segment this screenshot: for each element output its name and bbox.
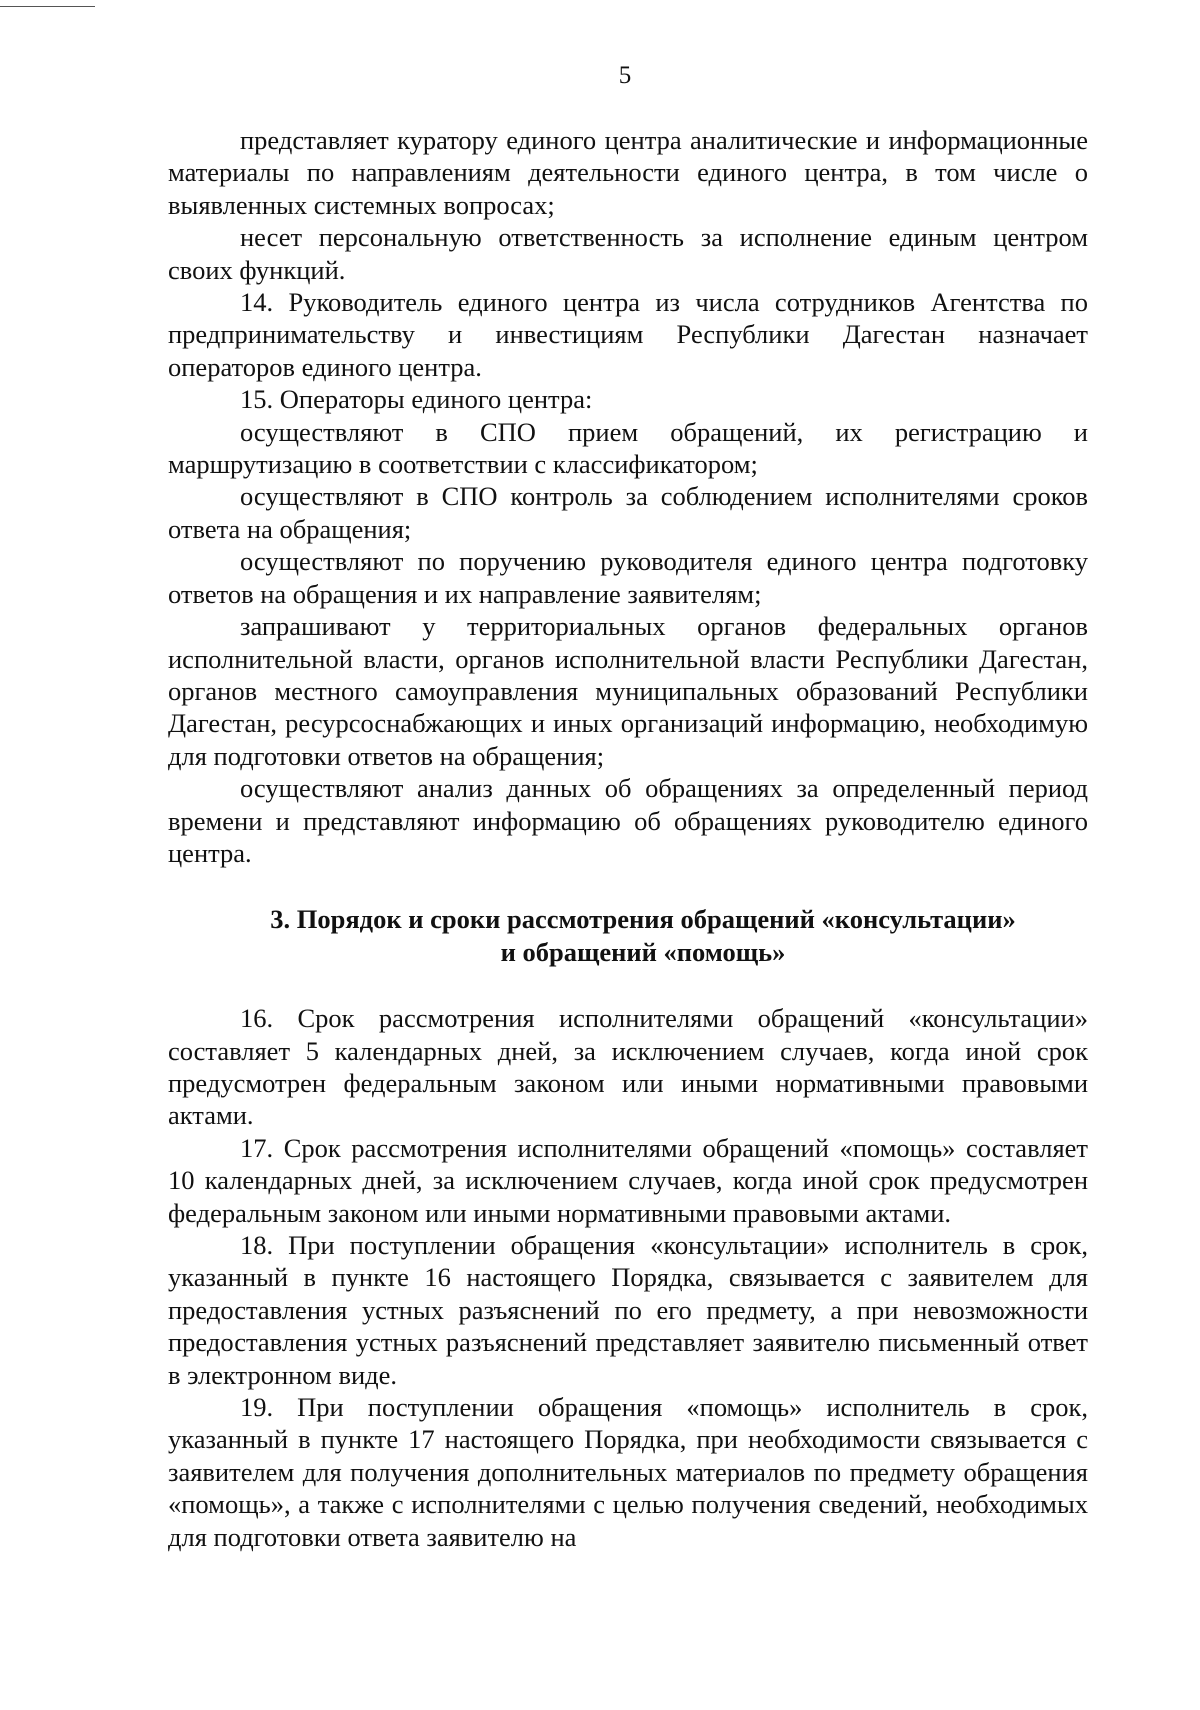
page-number: 5 xyxy=(618,62,632,89)
paragraph: запрашивают у территориальных органов федеральных органов исполнительной власти, органов исполнительной власти Республики Дагестан, органов местного самоуправления муниципальных образований Республики Дагестан, ресурсоснабжающих и иных организаций информацию, необходимую для подготовки ответов на обращения; xyxy=(168,611,1088,771)
section-heading-line: 3. Порядок и сроки рассмотрения обращений «консультации» xyxy=(270,904,1016,935)
paragraph: 15. Операторы единого центра: xyxy=(240,384,593,415)
paragraph: 18. При поступлении обращения «консультации» исполнитель в срок, указанный в пункте 16 настоящего Порядка, связывается с заявителем для предоставления устных разъяснений по его предмету, а при невозможности предоставления устных разъяснений представляет заявителю письменный ответ в электронном виде. xyxy=(168,1230,1088,1390)
paragraph: осуществляют в СПО контроль за соблюдением исполнителями сроков ответа на обращения; xyxy=(168,481,1088,544)
document-body xyxy=(168,124,1088,1553)
section-heading xyxy=(168,903,1088,968)
section-heading-line: и обращений «помощь» xyxy=(500,936,786,967)
paragraph: 14. Руководитель единого центра из числа сотрудников Агентства по предпринимательству и инвестициям Республики Дагестан назначает операторов единого центра. xyxy=(168,287,1088,382)
paragraph: 16. Срок рассмотрения исполнителями обращений «консультации» составляет 5 календарных дней, за исключением случаев, когда иной срок предусмотрен федеральным законом или иными нормативными правовыми актами. xyxy=(168,1003,1088,1131)
paragraph: 19. При поступлении обращения «помощь» исполнитель в срок, указанный в пункте 17 настоящего Порядка, при необходимости связывается с заявителем для получения дополнительных материалов по предмету обращения «помощь», а также с исполнителями с целью получения сведений, необходимых для подготовки ответа заявителю на xyxy=(168,1392,1088,1552)
scan-edge-line xyxy=(0,6,95,7)
paragraph: представляет куратору единого центра аналитические и информационные материалы по направлениям деятельности единого центра, в том числе о выявленных системных вопросах; xyxy=(168,125,1088,220)
paragraph: осуществляют анализ данных об обращениях за определенный период времени и представляют информацию об обращениях руководителю единого центра. xyxy=(168,773,1088,868)
paragraph: осуществляют по поручению руководителя единого центра подготовку ответов на обращения и их направление заявителям; xyxy=(168,546,1088,609)
paragraph: несет персональную ответственность за исполнение единым центром своих функций. xyxy=(168,222,1088,285)
paragraph: осуществляют в СПО прием обращений, их регистрацию и маршрутизацию в соответствии с классификатором; xyxy=(168,416,1088,480)
paragraph: 17. Срок рассмотрения исполнителями обращений «помощь» составляет 10 календарных дней, за исключением случаев, когда иной срок предусмотрен федеральным законом или иными нормативными правовыми актами. xyxy=(168,1132,1088,1228)
